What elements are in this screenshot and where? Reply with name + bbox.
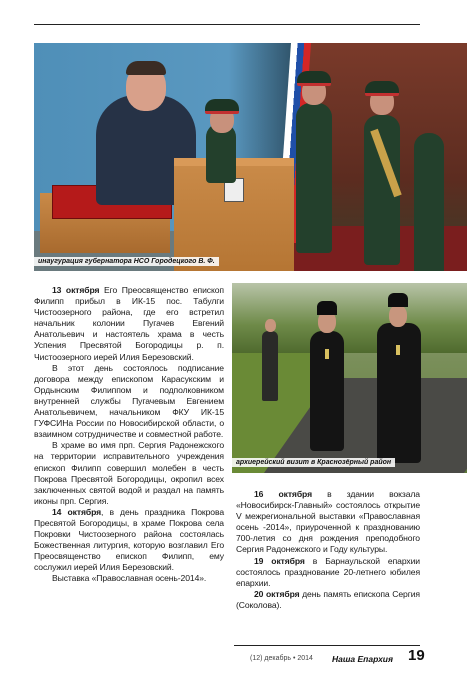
paragraph: 20 октября день память епископа Сергия (Соколова). bbox=[236, 588, 420, 610]
paragraph: 19 октября в Барнаульской епархии состоялось празднование 20-летнего юбилея епархии. bbox=[236, 555, 420, 588]
page-footer bbox=[240, 649, 460, 669]
text-column-right bbox=[236, 489, 420, 611]
paragraph: 16 октября в здании вокзала «Новосибирск-Главный» состоялось открытие V межрегиональной выставки «Православная осень -2014», приуроченной к празднованию 700-летия со дня рождения преподобного Сергия Радонежского и Году культуры. bbox=[236, 489, 420, 555]
paragraph: В этот день состоялось подписание договора между епископом Карасукским и Ордынским Филиппом и подполковником внутренней службы Пугачевым Евгением Анатольевичем, начальником ФКУ ИК-15 ГУФСИНа России по Новосибирской области, о взаимном сотрудничестве и совместной работе. bbox=[34, 362, 224, 440]
page-number: 19 bbox=[408, 647, 425, 664]
paragraph: В храме во имя прп. Сергия Радонежского на территории исправительного учреждения епископ Филипп совершил молебен в честь Покрова Пресвятой Богородицы, окропил всех заключенных святой водой и раздал на память иконы прп. Сергия. bbox=[34, 440, 224, 506]
paragraph: Выставка «Православная осень-2014». bbox=[52, 573, 207, 584]
photo2-caption: архиерейский визит в Краснозёрный район bbox=[232, 458, 395, 467]
paragraph: 13 октября Его Преосвященство епископ Филипп прибыл в ИК-15 пос. Табулги Чистоозерного района, где его встретил начальник колонии Пугачев Евгений Анатольевич и настоятель храма в честь Успения Пресвятой Богородицы р. п. Чистоозерного иерей Илия Березовский. bbox=[34, 285, 224, 362]
photo1-caption: инаугурация губернатора НСО Городецкого В. Ф. bbox=[34, 257, 219, 266]
paragraph: 14 октября, в день праздника Покрова Пресвятой Богородицы, в храме Покрова села Покровки Чистоозерного района состоялась Божественная литургия, которую возглавил Его Преосвященство епископ Филипп, ему сослужил иерей Илия Березовский. bbox=[34, 506, 224, 573]
top-rule bbox=[34, 24, 420, 25]
issue-info: (12) декабрь • 2014 bbox=[250, 655, 313, 662]
inauguration-photo bbox=[34, 43, 467, 271]
archbishop-visit-photo bbox=[232, 283, 467, 473]
bottom-rule bbox=[234, 645, 420, 646]
magazine-title: Наша Епархия bbox=[332, 654, 394, 664]
text-column-left bbox=[34, 285, 224, 585]
cross-icon bbox=[325, 349, 329, 359]
